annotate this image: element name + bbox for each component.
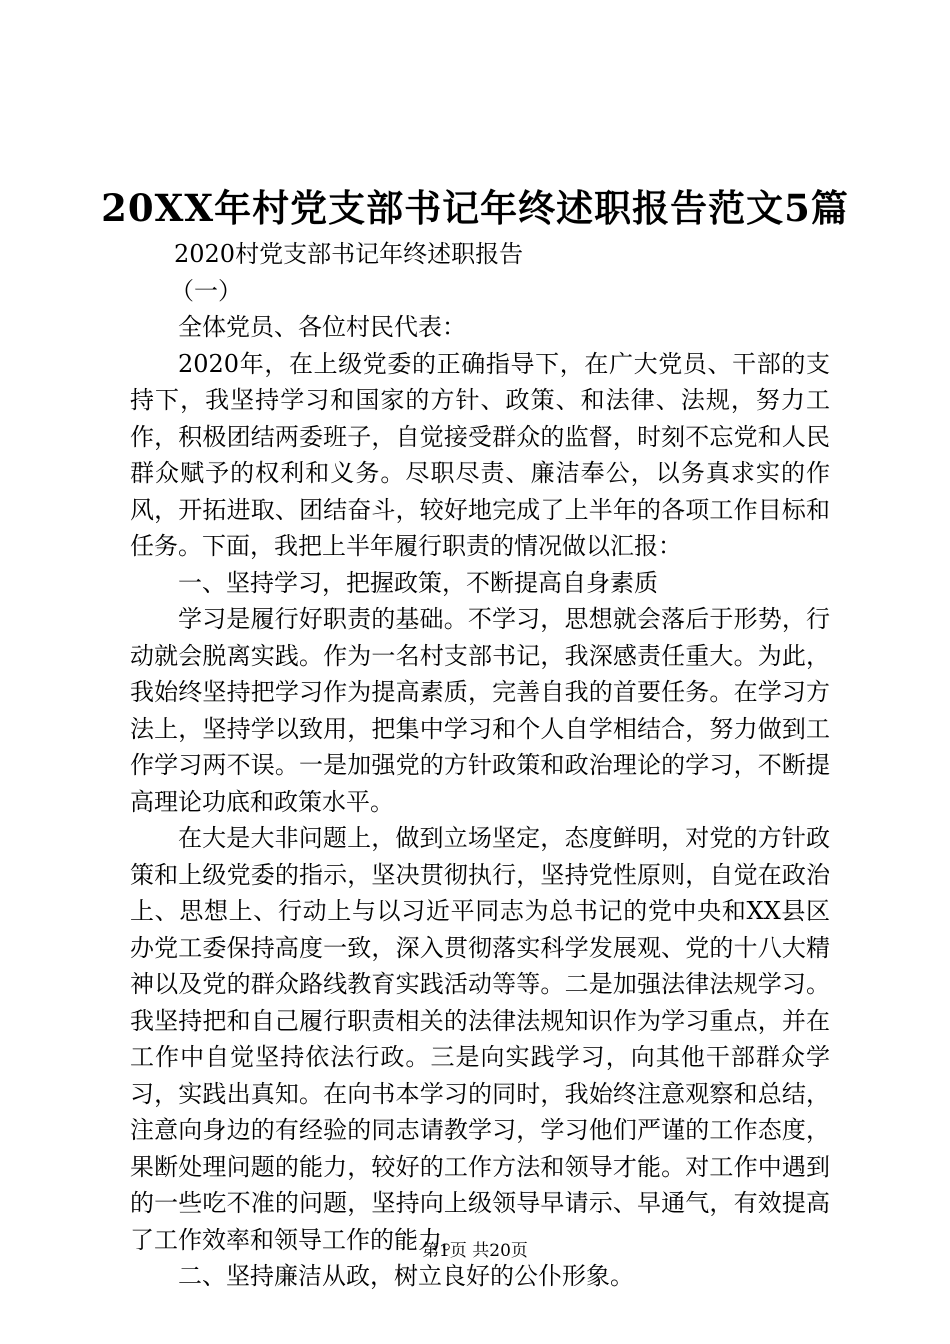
- salutation: 全体党员、各位村民代表：: [178, 313, 466, 341]
- body-paragraph: 学习是履行好职责的基础。不学习，思想就会落后于形势，行动就会脱离实践。作为一名村支部书记，我深感责任重大。为此，我始终坚持把学习作为提高素质，完善自我的首要任务。在学习方法上，坚持学以致用，把集中学习和个人自学相结合，努力做到工作学习两不误。一是加强党的方针政策和政治理论的学习，不断提高理论功底和政策水平。: [130, 605, 830, 816]
- section-heading: 一、坚持学习，把握政策，不断提高自身素质: [178, 568, 658, 597]
- document-body: [130, 236, 830, 1295]
- body-paragraph: 2020年，在上级党委的正确指导下，在广大党员、干部的支持下，我坚持学习和国家的方针、政策、和法律、法规，努力工作，积极团结两委班子，自觉接受群众的监督，时刻不忘党和人民群众赋予的权利和义务。尽职尽责、廉洁奉公，以务真求实的作风，开拓进取、团结奋斗，较好地完成了上半年的各项工作目标和任务。下面，我把上半年履行职责的情况做以汇报：: [130, 349, 830, 560]
- section-heading: 二、坚持廉洁从政，树立良好的公仆形象。: [178, 1262, 634, 1290]
- page-footer: 第1页 共20页: [422, 1241, 528, 1261]
- section-marker: （一）: [170, 276, 242, 305]
- document-title: 20XX年村党支部书记年终述职报告范文5篇: [101, 186, 849, 230]
- body-paragraph: 在大是大非问题上，做到立场坚定，态度鲜明，对党的方针政策和上级党委的指示，坚决贯彻执行，坚持党性原则，自觉在政治上、思想上、行动上与以习近平同志为总书记的党中央和XX县区办党工委保持高度一致，深入贯彻落实科学发展观、党的十八大精神以及党的群众路线教育实践活动等等。二是加强法律法规学习。我坚持把和自己履行职责相关的法律法规知识作为学习重点，并在工作中自觉坚持依法行政。三是向实践学习，向其他干部群众学习，实践出真知。在向书本学习的同时，我始终注意观察和总结，注意向身边的有经验的同志请教学习，学习他们严谨的工作态度，果断处理问题的能力，较好的工作方法和领导才能。对工作中遇到的一些吃不准的问题，坚持向上级领导早请示、早通气，有效提高了工作效率和领导工作的能力。: [130, 824, 830, 1254]
- report-subtitle: 2020村党支部书记年终述职报告: [174, 240, 524, 268]
